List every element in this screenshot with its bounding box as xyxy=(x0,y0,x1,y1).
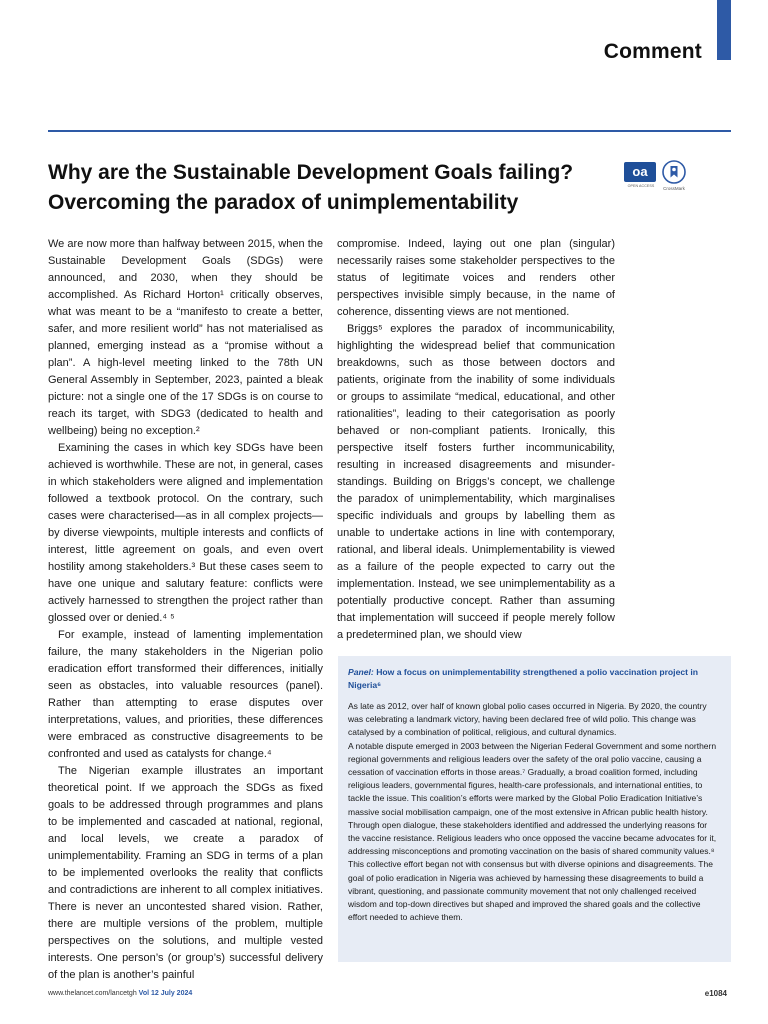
section-color-tab xyxy=(717,0,731,60)
body-paragraph: We are now more than halfway between 2015, when the Sustainable Development Goals (SDGs) were announced, and 2030, when they should be accomplished. As Richard Horton¹ critically observes, what was meant to be a “manifesto to create a better, safer, and more resilient world” has not materialised as planned, emerging instead as a “promise without a plan”. A high-level meeting linked to the 78th UN General Assembly in September, 2023, painted a bleak picture: not a single one of the 17 SDGs is on course to reach its target, with SDG3 (dedicated to health and wellbeing) being no exception.² xyxy=(48,238,323,437)
section-label: Comment xyxy=(603,40,702,63)
footer-date: July 2024 xyxy=(160,990,193,997)
panel-paragraph: As late as 2012, over half of known global polio cases occurred in Nigeria. By 2020, the country was celebrating a landmark victory, having been declared free of wild polio. This change was catalysed by a combination of political, religious, and cultural dynamics. xyxy=(348,701,707,738)
header-rule xyxy=(48,130,731,132)
body-paragraph: compromise. Indeed, laying out one plan (singular) necessarily raises some stakeholder perspectives to the status of legitimate voices and renders other perspectives invisible simply because, in the name of coherence, dissenting views are not mentioned. xyxy=(337,238,615,318)
body-paragraph: Briggs⁵ explores the paradox of incommunicability, highlighting the widespread belief that communication breakdowns, such as those between doctors and patients, originate from the inability of some individuals or groups to assimilate “medical, educational, and other rationalities”, leading to their categorisation as poorly behaved or non-compliant patients. Ironically, this perspective itself fosters further incommunicability, resulting in increased disagreements and misunderstandings. Building on Briggs’s concept, we challenge the paradox of unimplementability, which marginalises specific individuals and groups by labelling them as unable to undertake actions in line with contemporary, rational, and liberal ideals. Unimplementability is viewed as a failure of the people expected to carry out the implementation. Instead, we see unimplementability as a potentially productive concept. Rather than assuming that implementation will succeed if people merely follow a predetermined plan, we should view xyxy=(337,323,615,641)
panel-title xyxy=(348,666,721,692)
body-paragraph: The Nigerian example illustrates an important theoretical point. If we approach the SDGs as fixed goals to be addressed through programmes and plans to be implemented and cascaded at national, regional, and local levels, we create a paradox of unimplementability. Framing an SDG in terms of a plan to be implemented overlooks the reality that conflicts and contradictions are inherent to all complex initiatives. There is never an uncontested shared vision. Rather, there are multiple versions of the problem, multiple perspectives on the solutions, and multiple vested interests. One person’s (or group’s) successful delivery of the plan is another’s painful xyxy=(48,765,323,981)
panel-label: Panel: xyxy=(348,667,374,677)
crossmark-icon[interactable] xyxy=(662,160,686,184)
title-line-1: Why are the Sustainable Development Goals failing? xyxy=(48,161,574,184)
open-access-label: OPEN ACCESS xyxy=(627,184,655,188)
right-column xyxy=(337,236,615,644)
body-paragraph: Examining the cases in which key SDGs have been achieved is worthwhile. These are not, in general, cases in which stakeholders were aligned and implementation followed a textbook protocol. On the contrary, such cases were characterised—as in all complex projects—by diverse viewpoints, multiple interests and conflicts of interest, little agreement on goals, and even overt hostility among stakeholders.³ But these cases seem to have one unique and salutary feature: conflicts were actively harnessed to strengthen the project rather than glossed over or denied.⁴ ⁵ xyxy=(48,442,323,624)
left-column xyxy=(48,236,323,984)
footer-volume: Vol 12 xyxy=(138,990,159,997)
title-line-2: Overcoming the paradox of unimplementability xyxy=(48,191,519,214)
body-paragraph: For example, instead of lamenting implementation failure, the many stakeholders in the Nigerian polio eradication effort transformed their differences, initially seen as obstacles, into valuable resources (panel). Rather than attempting to erase disputes over interpretations, values, and priorities, these differences were embraced as constructive disagreements to be confronted and used as catalysts for change.⁴ xyxy=(48,629,323,760)
info-panel xyxy=(338,656,731,962)
crossmark-label: CrossMark xyxy=(663,186,685,191)
panel-heading: How a focus on unimplementability strengthened a polio vaccination project in Nigeria⁶ xyxy=(348,667,699,690)
footer-journal-info xyxy=(48,990,192,997)
panel-paragraph: A notable dispute emerged in 2003 between the Nigerian Federal Government and some northern regional governments and religious leaders over the safety of the oral polio vaccine, causing a cessation of vaccination efforts in those areas.⁷ Gradually, a broad coalition formed, including religious leaders, governmental figures, health-care professionals, and international entities, to tackle the issue. This coalition’s efforts were marked by the Global Polio Eradication Initiative’s massive social mobilisation campaign, one of the most extensive in African public health history. Through open dialogue, these stakeholders identified and addressed the underlying reasons for the vaccine resistance. Religious leaders who once opposed the vaccine became advocates for it, addressing misconceptions and promoting vaccination on the basis of shared community values.⁸ This collective effort began not with consensus but with diverse opinions and disagreements. The goal of polio eradication in Nigeria was achieved by harnessing these disagreements to build a vibrant, questioning, and passionate community movement that not only challenged received wisdom and top-down directives but shaped and improved the shared goals and the collective effort needed to achieve them. xyxy=(348,740,717,923)
article-title xyxy=(48,158,588,218)
footer-url[interactable]: www.thelancet.com/lancetgh xyxy=(48,990,137,997)
open-access-icon[interactable]: oa xyxy=(624,162,656,182)
page-number: e1084 xyxy=(704,989,727,998)
